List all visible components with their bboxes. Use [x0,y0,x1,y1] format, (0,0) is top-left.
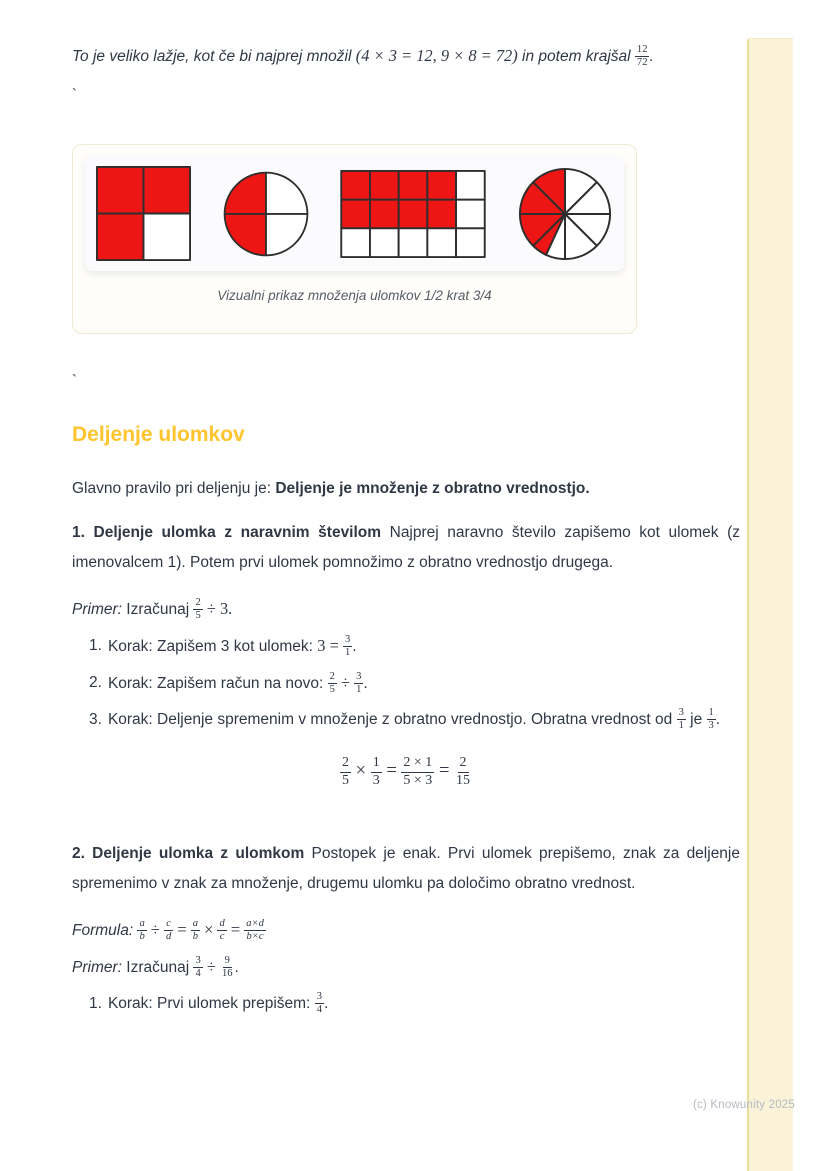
figure-caption: Vizualni prikaz množenja ulomkov 1/2 krat 3/4 [217,288,492,303]
list-item-text: Korak: Zapišem 3 kot ulomek: 3 = $\frac{3}{1}$ . [107,633,357,659]
fraction: $\frac{2}{5}$ [195,596,201,622]
fraction: $\frac{3}{4}$ [195,955,201,980]
division-by-natural-number-paragraph: 1. Deljenje ulomka z naravnim številom Najprej naravno število zapišemo kot ulomek (z imenovalcem 1). Potem prvi ulomek pomnožimo z obratno vrednostjo drugega. [72,524,740,571]
figure-card [72,144,637,334]
copyright-watermark: (c) Knowunity 2025 [692,1099,795,1111]
fraction: $\frac{3}{1}$ [678,706,684,732]
fraction-visualization-image [85,156,624,271]
worked-equation: $\frac{2}{5}$ × $\frac{1}{3}$ = $\frac{2 \times 1}{5 \times 3}$ = $\frac{2}{15}$ [341,755,471,788]
section-heading: Deljenje ulomkov [72,423,245,446]
fraction: $\frac{d}{c}$ [219,918,225,943]
stray-backtick-2: ` [72,372,77,389]
fraction: $\frac{a}{b}$ [139,918,145,943]
fraction: $\frac{1}{3}$ [708,706,714,732]
fraction: $\frac{c}{d}$ [165,918,172,943]
fraction: $\frac{2}{5}$ [329,670,335,696]
list-item-number: 1. [89,995,102,1013]
fraction: $\frac{12}{72}$ [636,43,648,69]
fraction-circle-half-icon [221,169,311,259]
fraction: $\frac{3}{1}$ [344,633,351,659]
list-item [72,705,740,735]
fraction: $\frac{3}{1}$ [356,670,362,696]
fraction: $\frac{9}{16}$ [221,955,233,980]
scroll-highlight-bar[interactable] [747,38,793,1171]
example-1-line: Primer: Izračunaj $\frac{2}{5}$ ÷ 3. [72,596,233,622]
list-item-text: Korak: Zapišem račun na novo: $\frac{2}{5}$ ÷ $\frac{3}{1}$ . [107,670,368,696]
fraction-square-three-quarters-icon [95,166,192,261]
list-item-text: Korak: Prvi ulomek prepišem: $\frac{3}{4}$ . [107,991,329,1016]
list-item-number: 1. [89,637,102,654]
fraction: $\frac{1}{3}$ [372,755,380,788]
fraction: $\frac{2}{5}$ [341,755,349,788]
list-item-number: 2. [89,674,102,691]
steps-list-1 [72,631,740,735]
fraction: $\frac{a}{b}$ [192,918,198,943]
steps-list-2 [72,989,740,1019]
list-item [72,631,740,662]
rule-paragraph: Glavno pravilo pri deljenju je: Deljenje je množenje z obratno vrednostjo. [72,480,590,497]
fraction: $\frac{2 \times 1}{5 \times 3}$ [403,755,433,788]
example-2-line: Primer: Izračunaj $\frac{3}{4}$ ÷ $\frac{9}{16}$ . [72,955,239,980]
fraction: $\frac{2}{15}$ [456,755,471,788]
intro-paragraph: To je veliko lažje, kot če bi najprej množil (4 × 3 = 12, 9 × 8 = 72) in potem krajšal $\frac{12}{72}$ . [72,43,654,69]
list-item-text: Korak: Deljenje spremenim v množenje z obratno vrednostjo. Obratna vrednost od $\frac{3}{1}$ je $\frac{1}{3}$ . [107,706,721,732]
list-item-number: 3. [89,711,102,728]
fraction-grid-eight-fifteenths-icon [339,170,487,258]
list-item [72,989,740,1019]
fraction: $\frac{3}{4}$ [316,991,322,1016]
fraction: $\frac{a\times d}{b\times c}$ [246,918,264,943]
division-by-fraction-paragraph: 2. Deljenje ulomka z ulomkom Postopek je enak. Prvi ulomek prepišemo, znak za deljenje spremenimo v znak za množenje, drugemu ulomku pa določimo obratno vrednost. [72,845,740,893]
document-content [72,0,740,1019]
stray-backtick-1: ` [72,86,77,103]
formula-line: Formula: $\frac{a}{b}$ ÷ $\frac{c}{d}$ = $\frac{a}{b}$ × $\frac{d}{c}$ = $\frac{a\times d}{b\times c}$ [72,918,264,943]
fraction-circle-slices-icon [516,165,614,263]
list-item [72,668,740,699]
